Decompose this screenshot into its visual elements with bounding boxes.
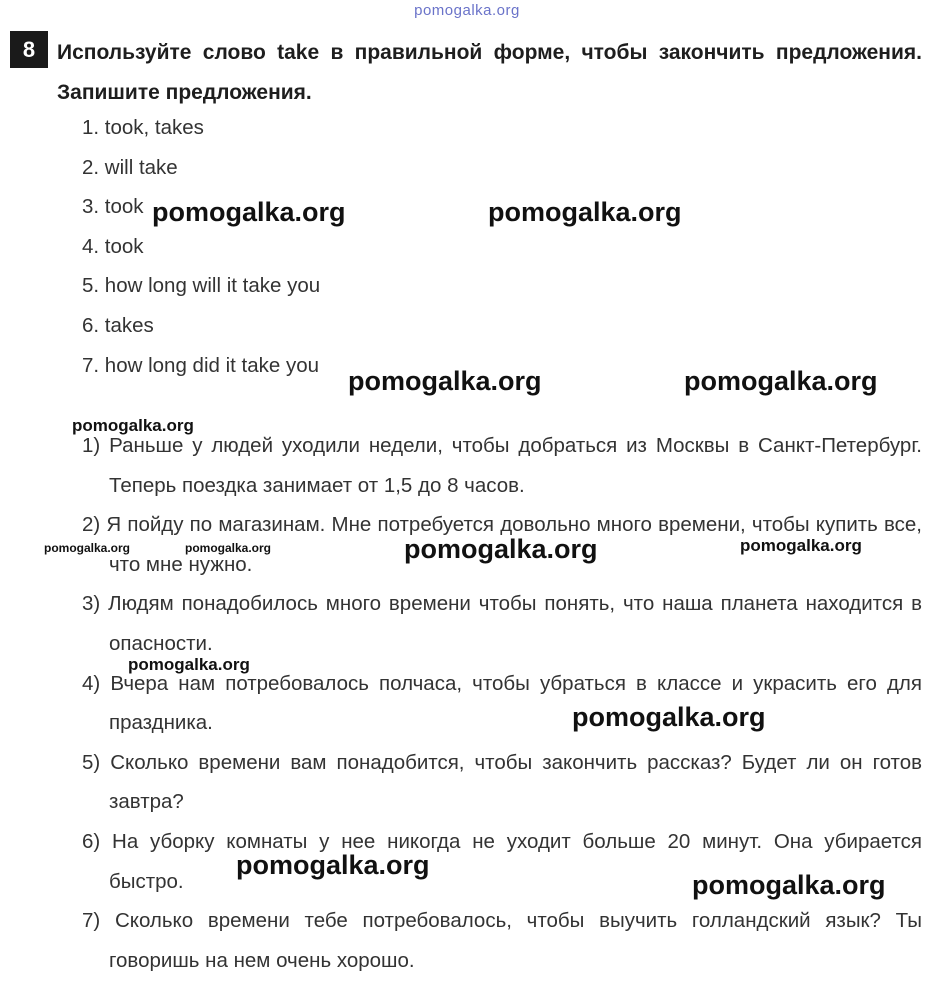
- translation-item: 7) Сколько времени тебе потребовалось, чтобы выучить голландский язык? Ты говоришь на нем очень хорошо.: [82, 909, 922, 972]
- watermark: pomogalka.org: [185, 541, 272, 555]
- answer-item: 2. will take: [82, 155, 178, 179]
- header-watermark: pomogalka.org: [414, 2, 520, 19]
- watermark: pomogalka.org: [44, 541, 131, 555]
- watermark: pomogalka.org: [72, 416, 194, 435]
- task-instruction: Используйте слово take в правильной форме, чтобы закончить предложения. Запишите предложения.: [57, 41, 922, 104]
- task-number-badge: 8: [10, 31, 48, 68]
- watermark: pomogalka.org: [572, 702, 766, 732]
- translation-item: 6) На уборку комнаты у нее никогда не уходит больше 20 минут. Она убирается быстро.: [82, 829, 922, 893]
- answer-item: 4. took: [82, 234, 144, 258]
- watermark: pomogalka.org: [740, 536, 862, 555]
- translation-item: 4) Вчера нам потребовалось полчаса, чтобы убраться в классе и украсить его для праздника.: [82, 671, 922, 735]
- translation-item: 3) Людям понадобилось много времени чтобы понять, что наша планета находится в опасности.: [82, 592, 922, 655]
- answer-item: 5. how long will it take you: [82, 274, 321, 298]
- answer-item: 7. how long did it take you: [82, 353, 320, 377]
- translation-item: 2) Я пойду по магазинам. Мне потребуется довольно много времени, чтобы купить все, что мне нужно.: [82, 513, 922, 576]
- watermark: pomogalka.org: [404, 534, 598, 564]
- translation-item: 1) Раньше у людей уходили недели, чтобы добраться из Москвы в Санкт-Петербург. Теперь поездка занимает от 1,5 до 8 часов.: [82, 434, 922, 497]
- watermark: pomogalka.org: [236, 850, 430, 880]
- watermark: pomogalka.org: [152, 197, 346, 227]
- watermark: pomogalka.org: [692, 870, 886, 900]
- watermark: pomogalka.org: [488, 197, 682, 227]
- watermark: pomogalka.org: [128, 655, 250, 674]
- answer-item: 6. takes: [82, 313, 154, 337]
- answer-list: [82, 108, 320, 385]
- answer-item: 1. took, takes: [82, 116, 204, 139]
- answer-item: 3. took: [82, 195, 144, 219]
- watermark: pomogalka.org: [348, 366, 542, 396]
- translation-item: 5) Сколько времени вам понадобится, чтобы закончить рассказ? Будет ли он готов завтра?: [82, 750, 922, 814]
- watermark: pomogalka.org: [684, 366, 878, 396]
